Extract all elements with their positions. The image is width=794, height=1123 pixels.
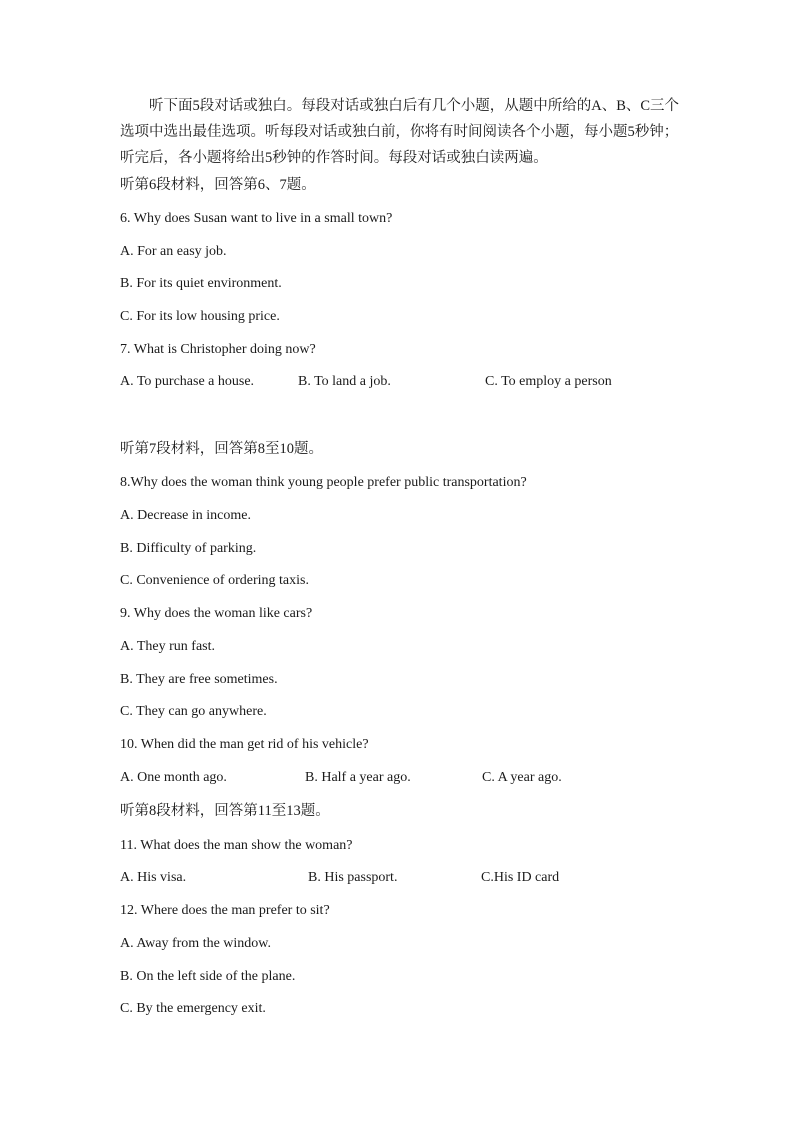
question-10-option-b: B. Half a year ago.: [305, 770, 411, 785]
question-7-option-c: C. To employ a person: [485, 374, 612, 389]
question-10-options: [0, 769, 794, 787]
question-7: 7. What is Christopher doing now?: [120, 342, 316, 357]
question-10-option-a: A. One month ago.: [120, 770, 227, 785]
question-8-option-c: C. Convenience of ordering taxis.: [120, 573, 309, 588]
question-11-option-b: B. His passport.: [308, 870, 398, 885]
question-6: 6. Why does Susan want to live in a small town?: [120, 211, 393, 226]
question-8: 8.Why does the woman think young people prefer public transportation?: [120, 475, 527, 490]
question-12-option-b: B. On the left side of the plane.: [120, 969, 296, 984]
question-11-option-c: C.His ID card: [481, 870, 560, 885]
question-10: 10. When did the man get rid of his vehicle?: [120, 737, 369, 752]
question-7-options: [0, 373, 794, 391]
question-9: 9. Why does the woman like cars?: [120, 606, 313, 621]
section-heading: 听第8段材料，回答第11至13题。: [120, 803, 330, 819]
section-heading: 听第7段材料，回答第8至10题。: [120, 441, 323, 457]
question-6-option-a: A. For an easy job.: [120, 244, 227, 259]
question-10-option-c: C. A year ago.: [482, 770, 562, 785]
question-7-option-a: A. To purchase a house.: [120, 374, 255, 389]
question-12-option-c: C. By the emergency exit.: [120, 1001, 266, 1016]
question-9-option-a: A. They run fast.: [120, 639, 215, 654]
question-9-option-c: C. They can go anywhere.: [120, 704, 267, 719]
question-9-option-b: B. They are free sometimes.: [120, 672, 278, 687]
question-11-options: [0, 869, 794, 887]
question-6-option-b: B. For its quiet environment.: [120, 276, 282, 291]
question-11-option-a: A. His visa.: [120, 870, 187, 885]
question-8-option-a: A. Decrease in income.: [120, 508, 251, 523]
question-8-option-b: B. Difficulty of parking.: [120, 541, 257, 556]
question-11: 11. What does the man show the woman?: [120, 838, 353, 853]
question-12-option-a: A. Away from the window.: [120, 936, 272, 951]
question-6-option-c: C. For its low housing price.: [120, 309, 280, 324]
section-heading: 听第6段材料，回答第6、7题。: [120, 177, 316, 193]
question-7-option-b: B. To land a job.: [298, 374, 391, 389]
question-12: 12. Where does the man prefer to sit?: [120, 903, 330, 918]
instructions-paragraph: 听下面5段对话或独白。每段对话或独白后有几个小题，从题中所给的A、B、C三个选项中选出最佳选项。听每段对话或独白前，你将有时间阅读各个小题，每小题5秒钟；听完后，各小题将给出5秒钟的作答时间。每段对话或独白读两遍。: [120, 98, 680, 166]
